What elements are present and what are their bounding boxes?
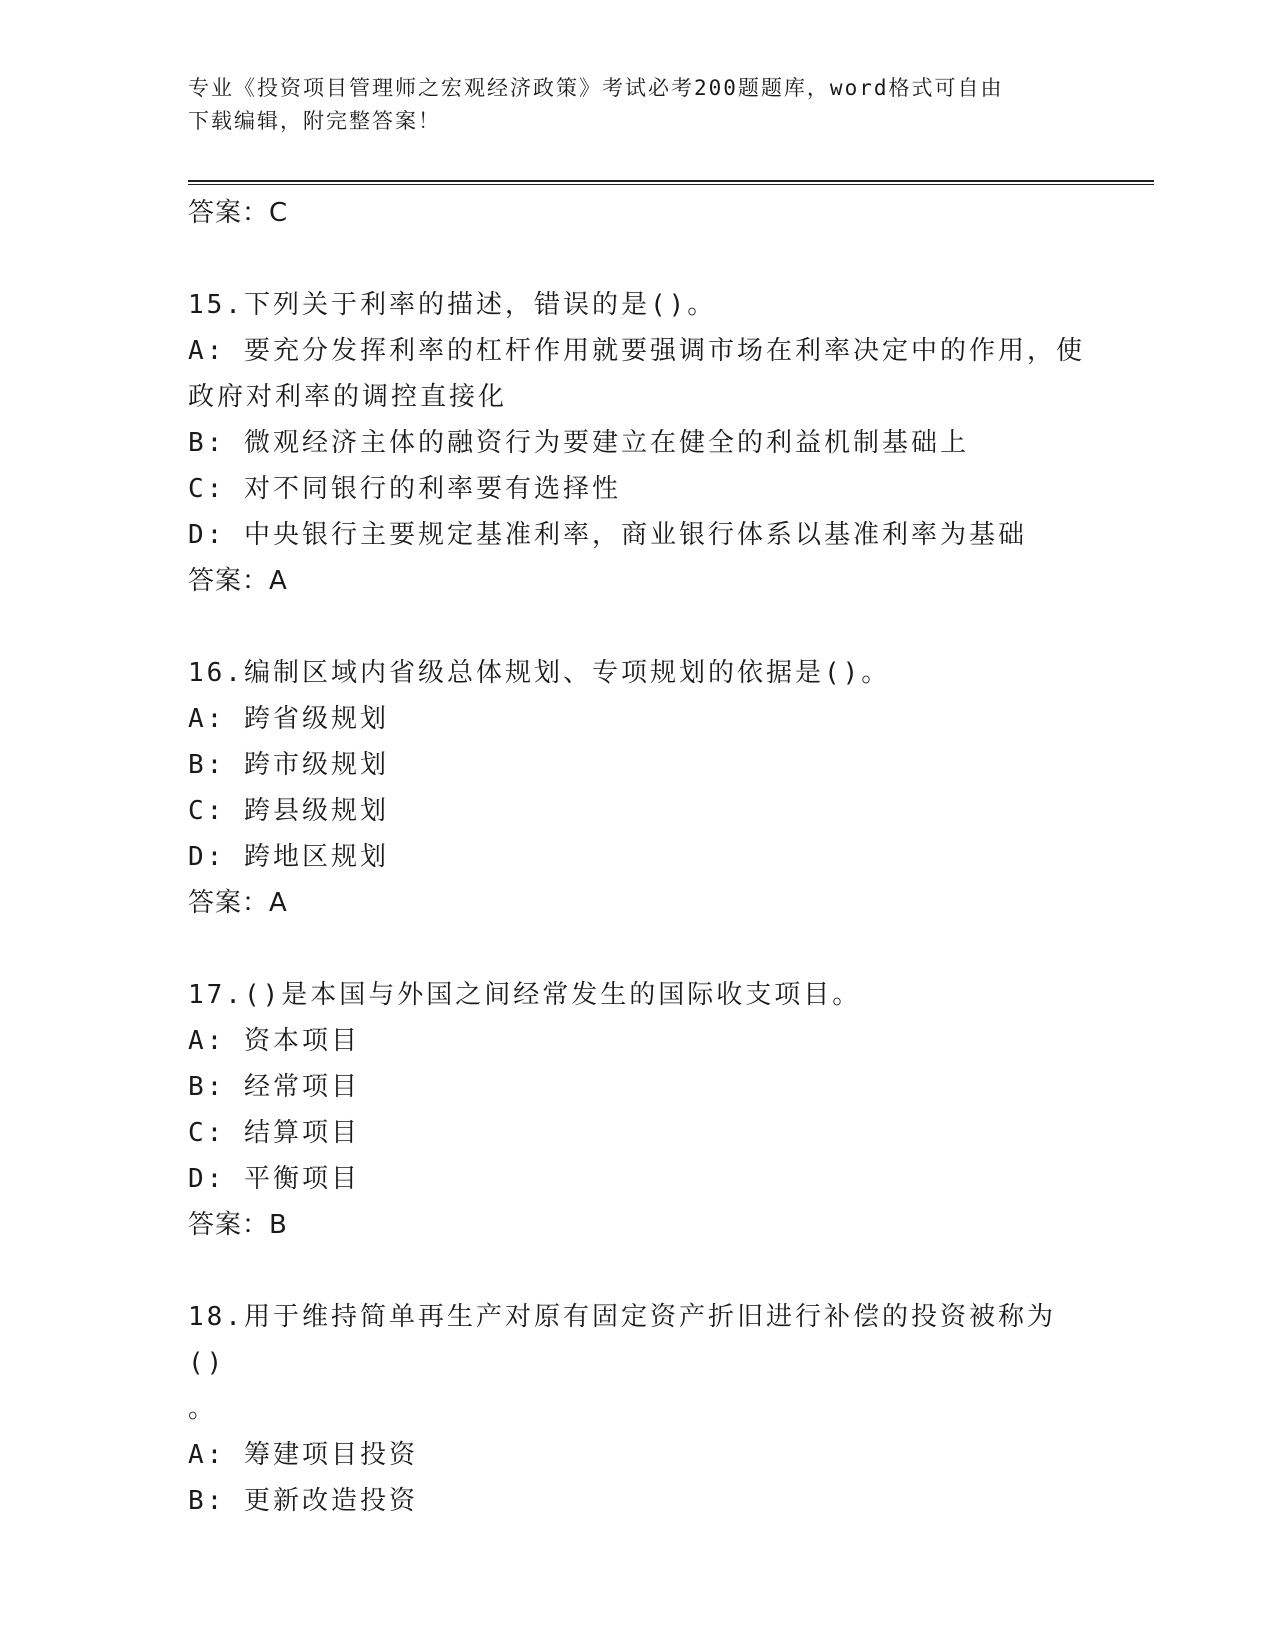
option-a: A: 资本项目	[188, 1026, 360, 1056]
question-18	[188, 1294, 1088, 1524]
question-stem-cont: 。	[188, 1394, 218, 1424]
option-b: B: 更新改造投资	[188, 1486, 418, 1516]
option-a: A: 要充分发挥利率的杠杆作用就要强调市场在利率决定中的作用，使	[188, 336, 1085, 366]
option-b: B: 微观经济主体的融资行为要建立在健全的利益机制基础上	[188, 428, 969, 458]
header-line-2: 下载编辑，附完整答案！	[188, 109, 441, 133]
question-stem: 15.下列关于利率的描述，错误的是()。	[188, 290, 717, 320]
option-b: B: 经常项目	[188, 1072, 360, 1102]
answer: 答案：A	[188, 888, 288, 918]
option-d: D: 跨地区规划	[188, 842, 389, 872]
answer: 答案：B	[188, 1210, 288, 1240]
question-stem: 17.()是本国与外国之间经常发生的国际收支项目。	[188, 980, 862, 1010]
spacer	[188, 604, 1088, 650]
option-b: B: 跨市级规划	[188, 750, 389, 780]
document-header	[188, 72, 1088, 138]
option-d: D: 中央银行主要规定基准利率，商业银行体系以基准利率为基础	[188, 520, 1027, 550]
option-c: C: 跨县级规划	[188, 796, 389, 826]
option-c: C: 结算项目	[188, 1118, 360, 1148]
answer: 答案：A	[188, 566, 288, 596]
question-stem: 18.用于维持简单再生产对原有固定资产折旧进行补偿的投资被称为()	[188, 1302, 1056, 1378]
option-a: A: 筹建项目投资	[188, 1440, 418, 1470]
option-a: A: 跨省级规划	[188, 704, 389, 734]
spacer	[188, 1248, 1088, 1294]
question-17	[188, 972, 1088, 1248]
spacer	[188, 236, 1088, 282]
question-list	[188, 190, 1088, 1524]
option-c: C: 对不同银行的利率要有选择性	[188, 474, 621, 504]
header-divider	[188, 180, 1154, 185]
option-d: D: 平衡项目	[188, 1164, 360, 1194]
header-line-1: 专业《投资项目管理师之宏观经济政策》考试必考200题题库，word格式可自由	[188, 76, 1004, 100]
previous-answer: 答案：C	[188, 198, 289, 228]
question-stem: 16.编制区域内省级总体规划、专项规划的依据是()。	[188, 658, 891, 688]
question-15	[188, 282, 1088, 604]
option-a-cont: 政府对利率的调控直接化	[188, 382, 508, 412]
spacer	[188, 926, 1088, 972]
question-16	[188, 650, 1088, 926]
